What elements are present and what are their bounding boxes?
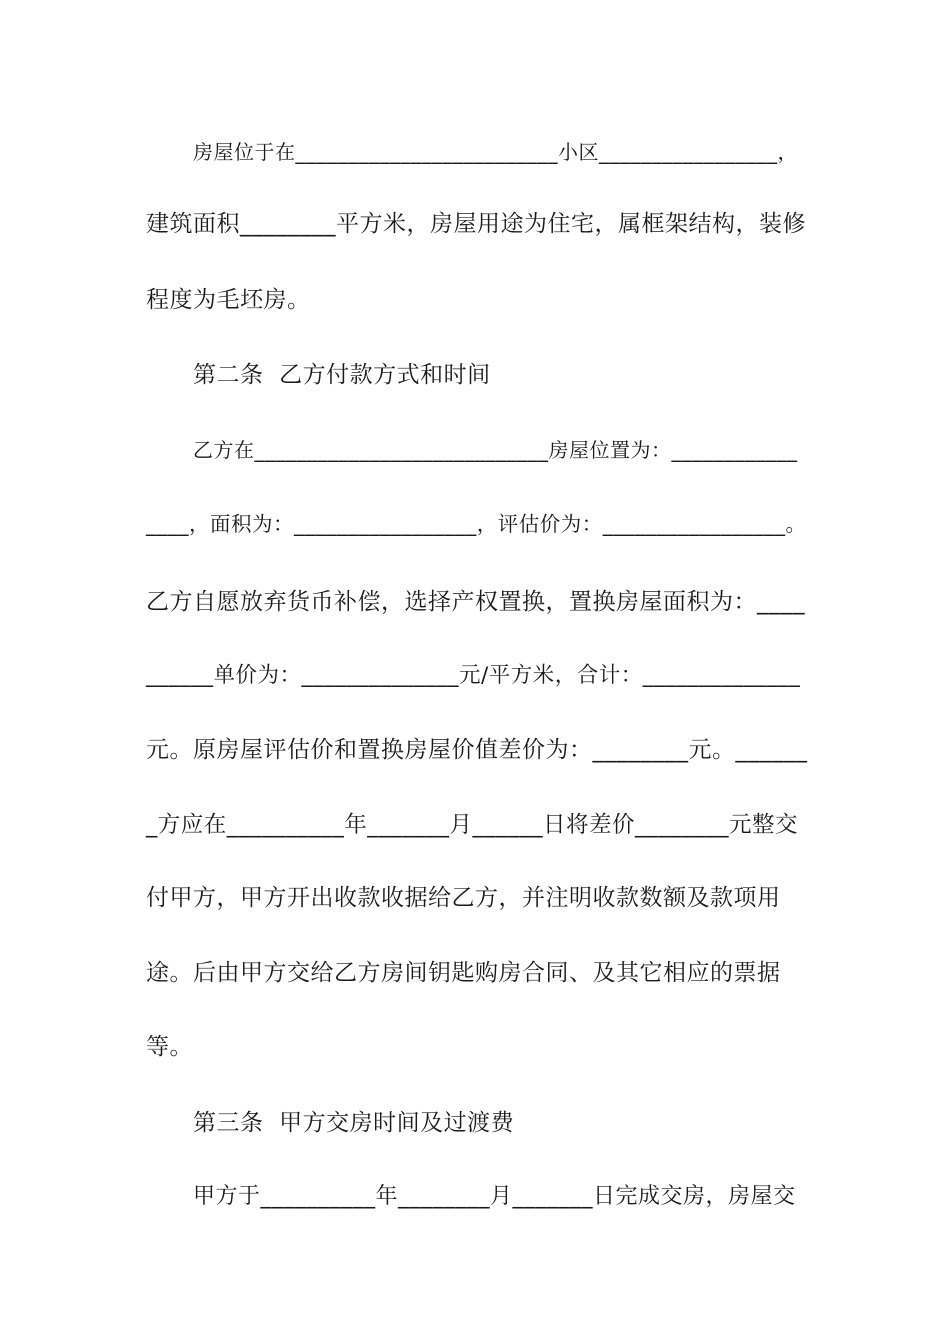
paragraph-line: ____，面积为：_________________，评估价为：_________________。	[146, 512, 807, 536]
paragraph-line: 元。原房屋评估价和置换房屋价值差价为：________元。______	[146, 737, 808, 763]
paragraph-line: 等。	[146, 1034, 193, 1060]
paragraph-line: 房屋位于在_________________________小区_________________，	[193, 140, 798, 164]
paragraph-line: ______单价为：______________元/平方米，合计：______________	[146, 663, 801, 688]
paragraph-line: 乙方在____________________________房屋位置为：____________	[193, 438, 798, 462]
paragraph-line: 程度为毛坯房。	[146, 287, 311, 313]
section-heading: 第三条 甲方交房时间及过渡费	[193, 1110, 515, 1136]
paragraph-line: 建筑面积________平方米，房屋用途为住宅，属框架结构，装修	[146, 211, 806, 237]
paragraph-line: _方应在__________年_______月______日将差价________元整交	[146, 812, 799, 838]
paragraph-line: 付甲方，甲方开出收款收据给乙方，并注明收款数额及款项用	[146, 885, 781, 911]
paragraph-line: 乙方自愿放弃货币补偿，选择产权置换，置换房屋面积为：____	[146, 589, 805, 615]
paragraph-line: 甲方于__________年________月_______日完成交房，房屋交	[193, 1184, 796, 1209]
section-heading: 第二条 乙方付款方式和时间	[193, 362, 491, 388]
paragraph-line: 途。后由甲方交给乙方房间钥匙购房合同、及其它相应的票据	[146, 960, 781, 986]
